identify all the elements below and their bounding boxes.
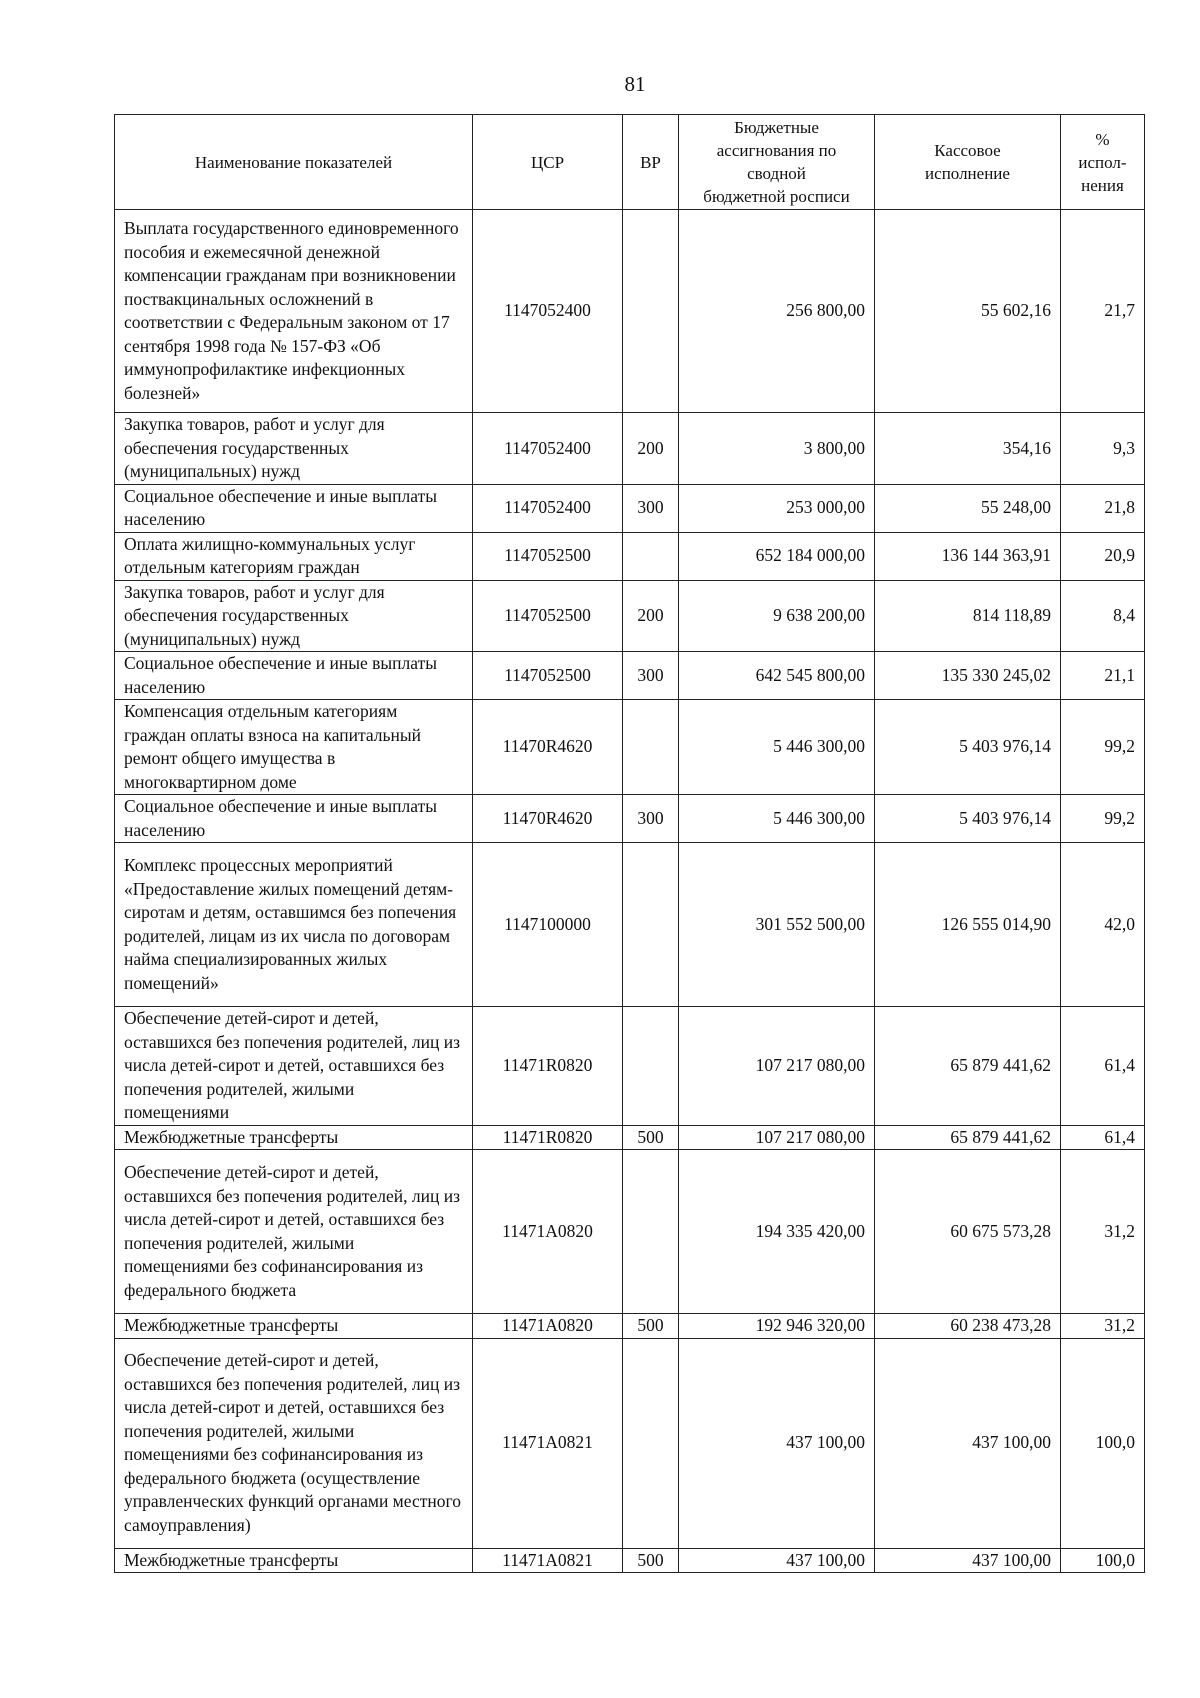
row-vr: 200 [623, 580, 679, 652]
table-row [115, 413, 1145, 485]
table-row [115, 210, 1145, 413]
table-row [115, 484, 1145, 532]
row-budget: 256 800,00 [679, 210, 875, 413]
budget-execution-table [114, 114, 1145, 1573]
row-pct: 9,3 [1061, 413, 1145, 485]
row-vr: 200 [623, 413, 679, 485]
row-name: Комплекс процессных мероприятий «Предоставление жилых помещений детям-сиротам и детям, оставшимся без попечения родителей, лицам из их числа по договорам найма специализированных жилых помещений» [115, 843, 473, 1007]
row-cash: 126 555 014,90 [875, 843, 1061, 1007]
row-cash: 55 248,00 [875, 484, 1061, 532]
row-cash: 65 879 441,62 [875, 1007, 1061, 1126]
row-budget: 437 100,00 [679, 1548, 875, 1573]
table-row [115, 1548, 1145, 1573]
row-pct: 21,7 [1061, 210, 1145, 413]
row-csr: 1147052400 [473, 413, 623, 485]
row-csr: 1147052500 [473, 532, 623, 580]
row-pct: 61,4 [1061, 1007, 1145, 1126]
row-cash: 55 602,16 [875, 210, 1061, 413]
column-header-budget-line: ассигнования по [716, 141, 837, 160]
row-pct: 8,4 [1061, 580, 1145, 652]
row-name: Обеспечение детей-сирот и детей, оставшихся без попечения родителей, лиц из числа детей-сирот и детей, оставшихся без попечения родителей, жилыми помещениями без софинансирования из федерального бюджета (осуществление управленческих функций органами местного самоуправления) [115, 1338, 473, 1548]
row-cash: 354,16 [875, 413, 1061, 485]
row-cash: 5 403 976,14 [875, 795, 1061, 843]
row-csr: 11471A0821 [473, 1548, 623, 1573]
row-name: Компенсация отдельным категориям граждан оплаты взноса на капитальный ремонт общего имущества в многоквартирном доме [115, 700, 473, 795]
row-name: Обеспечение детей-сирот и детей, оставшихся без попечения родителей, лиц из числа детей-сирот и детей, оставшихся без попечения родителей, жилыми помещениями [115, 1007, 473, 1126]
row-budget: 194 335 420,00 [679, 1150, 875, 1314]
column-header-budget-line: Бюджетные [734, 118, 819, 137]
row-vr [623, 210, 679, 413]
row-csr: 11471A0821 [473, 1338, 623, 1548]
table-row [115, 652, 1145, 700]
row-cash: 437 100,00 [875, 1338, 1061, 1548]
row-cash: 814 118,89 [875, 580, 1061, 652]
row-csr: 11470R4620 [473, 795, 623, 843]
row-budget: 642 545 800,00 [679, 652, 875, 700]
column-header-pct [1061, 115, 1145, 210]
column-header-name: Наименование показателей [115, 115, 473, 210]
row-name: Межбюджетные трансферты [115, 1314, 473, 1339]
row-vr: 300 [623, 795, 679, 843]
table-row [115, 1338, 1145, 1548]
row-vr [623, 843, 679, 1007]
row-cash: 60 675 573,28 [875, 1150, 1061, 1314]
row-budget: 107 217 080,00 [679, 1007, 875, 1126]
row-csr: 11471A0820 [473, 1314, 623, 1339]
row-pct: 61,4 [1061, 1125, 1145, 1150]
row-pct: 31,2 [1061, 1314, 1145, 1339]
table-row [115, 1125, 1145, 1150]
row-pct: 42,0 [1061, 843, 1145, 1007]
row-name: Обеспечение детей-сирот и детей, оставшихся без попечения родителей, лиц из числа детей-сирот и детей, оставшихся без попечения родителей, жилыми помещениями без софинансирования из федерального бюджета [115, 1150, 473, 1314]
table-row [115, 1007, 1145, 1126]
column-header-cash-line: исполнение [925, 164, 1010, 183]
row-name: Социальное обеспечение и иные выплаты населению [115, 652, 473, 700]
row-vr [623, 1007, 679, 1126]
column-header-budget-line: сводной [747, 164, 806, 183]
row-pct: 21,1 [1061, 652, 1145, 700]
row-cash: 437 100,00 [875, 1548, 1061, 1573]
table-header-row [115, 115, 1145, 210]
row-vr: 300 [623, 484, 679, 532]
row-budget: 9 638 200,00 [679, 580, 875, 652]
row-name: Закупка товаров, работ и услуг для обеспечения государственных (муниципальных) нужд [115, 413, 473, 485]
column-header-pct-line: % [1095, 129, 1110, 149]
row-name: Социальное обеспечение и иные выплаты населению [115, 795, 473, 843]
row-budget: 3 800,00 [679, 413, 875, 485]
row-csr: 1147052500 [473, 580, 623, 652]
row-name: Закупка товаров, работ и услуг для обеспечения государственных (муниципальных) нужд [115, 580, 473, 652]
row-budget: 652 184 000,00 [679, 532, 875, 580]
row-budget: 192 946 320,00 [679, 1314, 875, 1339]
row-vr: 500 [623, 1314, 679, 1339]
row-budget: 5 446 300,00 [679, 700, 875, 795]
row-cash: 60 238 473,28 [875, 1314, 1061, 1339]
column-header-pct-line: нения [1081, 175, 1124, 195]
row-pct: 100,0 [1061, 1338, 1145, 1548]
row-csr: 1147052400 [473, 210, 623, 413]
row-csr: 11471R0820 [473, 1007, 623, 1126]
row-csr: 1147052400 [473, 484, 623, 532]
row-pct: 99,2 [1061, 795, 1145, 843]
row-cash: 136 144 363,91 [875, 532, 1061, 580]
row-budget: 437 100,00 [679, 1338, 875, 1548]
table-row [115, 795, 1145, 843]
table-row [115, 1150, 1145, 1314]
row-pct: 21,8 [1061, 484, 1145, 532]
row-vr [623, 1150, 679, 1314]
table-row [115, 843, 1145, 1007]
row-budget: 253 000,00 [679, 484, 875, 532]
row-cash: 135 330 245,02 [875, 652, 1061, 700]
row-vr: 300 [623, 652, 679, 700]
row-vr [623, 1338, 679, 1548]
column-header-cash-line: Кассовое [934, 141, 1001, 160]
row-name: Оплата жилищно-коммунальных услуг отдельным категориям граждан [115, 532, 473, 580]
row-csr: 1147052500 [473, 652, 623, 700]
row-vr: 500 [623, 1548, 679, 1573]
table-row [115, 532, 1145, 580]
row-csr: 11471A0820 [473, 1150, 623, 1314]
table-row [115, 700, 1145, 795]
table-row [115, 1314, 1145, 1339]
row-cash: 5 403 976,14 [875, 700, 1061, 795]
row-budget: 5 446 300,00 [679, 795, 875, 843]
row-vr: 500 [623, 1125, 679, 1150]
row-pct: 20,9 [1061, 532, 1145, 580]
row-name: Межбюджетные трансферты [115, 1125, 473, 1150]
row-name: Межбюджетные трансферты [115, 1548, 473, 1573]
table-row [115, 580, 1145, 652]
row-csr: 1147100000 [473, 843, 623, 1007]
row-name: Социальное обеспечение и иные выплаты населению [115, 484, 473, 532]
row-pct: 99,2 [1061, 700, 1145, 795]
page-number: 81 [624, 72, 646, 96]
column-header-budget-line: бюджетной росписи [703, 187, 850, 206]
row-vr [623, 700, 679, 795]
row-csr: 11471R0820 [473, 1125, 623, 1150]
column-header-csr: ЦСР [473, 115, 623, 210]
column-header-vr: ВР [623, 115, 679, 210]
column-header-pct-line: испол- [1078, 152, 1127, 172]
row-vr [623, 532, 679, 580]
row-csr: 11470R4620 [473, 700, 623, 795]
row-pct: 100,0 [1061, 1548, 1145, 1573]
row-pct: 31,2 [1061, 1150, 1145, 1314]
row-cash: 65 879 441,62 [875, 1125, 1061, 1150]
row-budget: 301 552 500,00 [679, 843, 875, 1007]
column-header-cash [875, 115, 1061, 210]
column-header-budget [679, 115, 875, 210]
row-budget: 107 217 080,00 [679, 1125, 875, 1150]
row-name: Выплата государственного единовременного пособия и ежемесячной денежной компенсации гражданам при возникновении поствакцинальных осложнений в соответствии с Федеральным законом от 17 сентября 1998 года № 157-ФЗ «Об иммунопрофилактике инфекционных болезней» [115, 210, 473, 413]
